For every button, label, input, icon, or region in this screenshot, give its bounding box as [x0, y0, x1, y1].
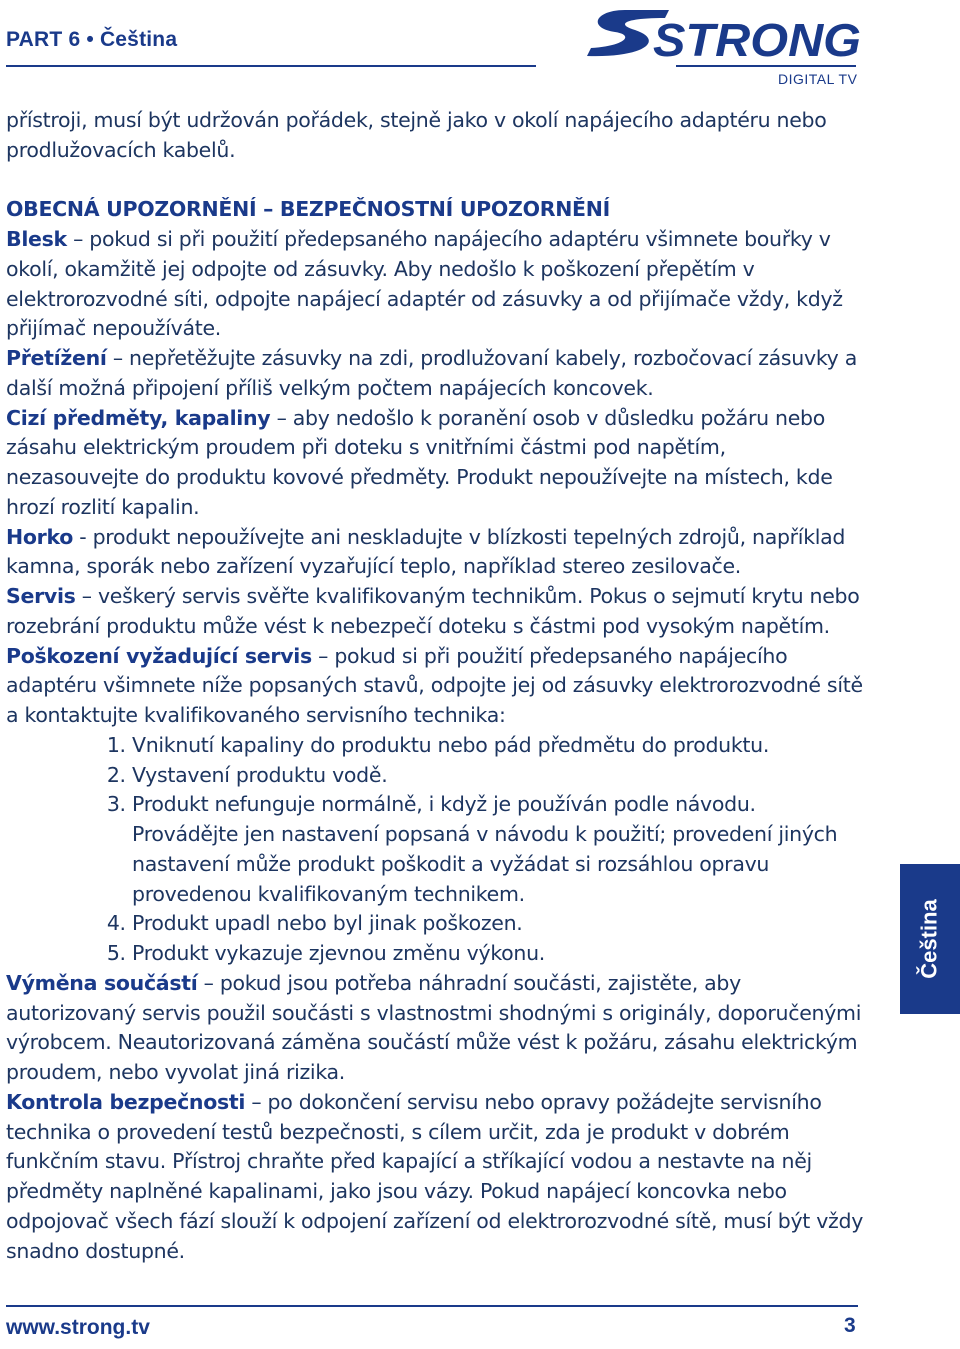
logo-divider [676, 65, 856, 67]
list-item: 1. Vniknutí kapaliny do produktu nebo pád předmětu do produktu. [132, 731, 864, 761]
term-safety-check: Kontrola bezpečnosti [6, 1089, 246, 1114]
list-item: 3. Produkt nefunguje normálně, i když je používán podle návodu. Provádějte jen nastavení popsaná v návodu k použití; provedení jiných nastavení může produkt poškodit a vyžádat si rozsáhlou opravu provedenou kvalifikovaným technikem. [132, 790, 864, 909]
paragraph-text: pokud si při použití předepsaného napájecího adaptéru všimnete bouřky v okolí, okamžitě jej odpojte od zásuvky. Aby nedošlo k poškození přepětím v elektrorozvodné síti, odpojte napájecí adaptér od zásuvky a od přijímače vždy, když přijímač nepoužíváte. [6, 227, 843, 341]
list-item: 4. Produkt upadl nebo byl jinak poškozen. [132, 909, 864, 939]
term-lightning: Blesk [6, 227, 67, 251]
paragraph-text: po dokončení servisu nebo opravy požádejte servisního technika o provedení testů bezpečnosti, s cílem určit, zda je produkt v dobrém funkčním stavu. Přístroj chraňte před kapající a stříkající vodou a nestavte na něj předměty naplněné kapalinami, jako jsou vázy. Pokud napájecí koncovka nebo odpojovač všech fází slouží k odpojení zařízení od elektrorozvodné sítě, musí být vždy snadno dostupné. [6, 1089, 864, 1263]
term-heat: Horko [6, 524, 74, 549]
footer-divider [6, 1305, 858, 1307]
page-number: 3 [844, 1314, 856, 1337]
language-tab-label: Čeština [917, 899, 943, 979]
term-damage: Poškození vyžadující servis [6, 643, 312, 668]
paragraph-foreign-objects [6, 404, 864, 523]
section-heading: OBECNÁ UPOZORNĚNÍ – BEZPEČNOSTNÍ UPOZORNĚNÍ [6, 197, 610, 222]
header-divider [6, 65, 536, 67]
paragraph-text: pokud si při použití předepsaného napájecího adaptéru všimnete níže popsaných stavů, odpojte jej od zásuvky elektrorozvodné sítě a kontaktujte kvalifikovaného servisního technika: [6, 643, 863, 727]
paragraph-text: veškerý servis svěřte kvalifikovaným technikům. Pokus o sejmutí krytu nebo rozebrání produktu může vést k nebezpečí doteku s částmi pod vysokým napětím. [6, 584, 860, 638]
section-label: PART 6 • Čeština [6, 28, 178, 51]
paragraph-parts-replacement [6, 969, 864, 1088]
damage-list [6, 731, 864, 969]
list-item: 5. Produkt vykazuje zjevnou změnu výkonu. [132, 939, 864, 969]
term-overload: Přetížení [6, 346, 107, 370]
list-item: 2. Vystavení produktu vodě. [132, 761, 864, 791]
document-body [6, 106, 864, 1266]
paragraph-text: aby nedošlo k poranění osob v důsledku požáru nebo zásahu elektrickým proudem při doteku s vnitřními částmi pod napětím, nezasouvejte do produktu kovové předměty. Produkt nepoužívejte na místech, kde hrozí rozlití kapalin. [6, 405, 833, 519]
separator: – [75, 584, 98, 608]
paragraph-safety-check [6, 1088, 864, 1267]
paragraph-overload [6, 344, 864, 404]
intro-paragraph: přístroji, musí být udržován pořádek, stejně jako v okolí napájecího adaptéru nebo prodlužovacích kabelů. [6, 108, 827, 162]
paragraph-service [6, 582, 864, 642]
separator: – [270, 405, 293, 430]
paragraph-text: produkt nepoužívejte ani neskladujte v blízkosti tepelných zdrojů, například kamna, sporák nebo zařízení vyzařující teplo, například stereo zesilovače. [6, 524, 846, 579]
paragraph-heat [6, 523, 864, 583]
separator: – [311, 643, 335, 668]
separator: - [73, 524, 93, 549]
separator: – [106, 346, 130, 370]
separator: – [245, 1089, 268, 1114]
separator: – [197, 970, 220, 995]
paragraph-text: pokud jsou potřeba náhradní součásti, zajistěte, aby autorizovaný servis použil součásti s vlastnostmi shodnými s originály, doporučenými výrobcem. Neautorizovaná záměna součástí může vést k požáru, zásahu elektrickým proudem, nebo vyvolat jiná rizika. [6, 970, 862, 1084]
term-foreign-objects: Cizí předměty, kapaliny [6, 405, 271, 430]
separator: – [66, 227, 90, 251]
logo-subtitle: DIGITAL TV [778, 71, 858, 87]
language-tab [900, 864, 960, 1014]
term-parts-replacement: Výměna součástí [6, 970, 198, 995]
logo-wordmark: STRONG [653, 14, 861, 64]
footer-website-link[interactable]: www.strong.tv [6, 1316, 150, 1339]
term-service: Servis [6, 584, 76, 608]
paragraph-damage [6, 642, 864, 731]
strong-logo [585, 6, 865, 64]
paragraph-text: nepřetěžujte zásuvky na zdi, prodlužovaní kabely, rozbočovací zásuvky a další možná připojení příliš velkým počtem napájecích koncovek. [6, 346, 857, 400]
paragraph-lightning [6, 225, 864, 344]
